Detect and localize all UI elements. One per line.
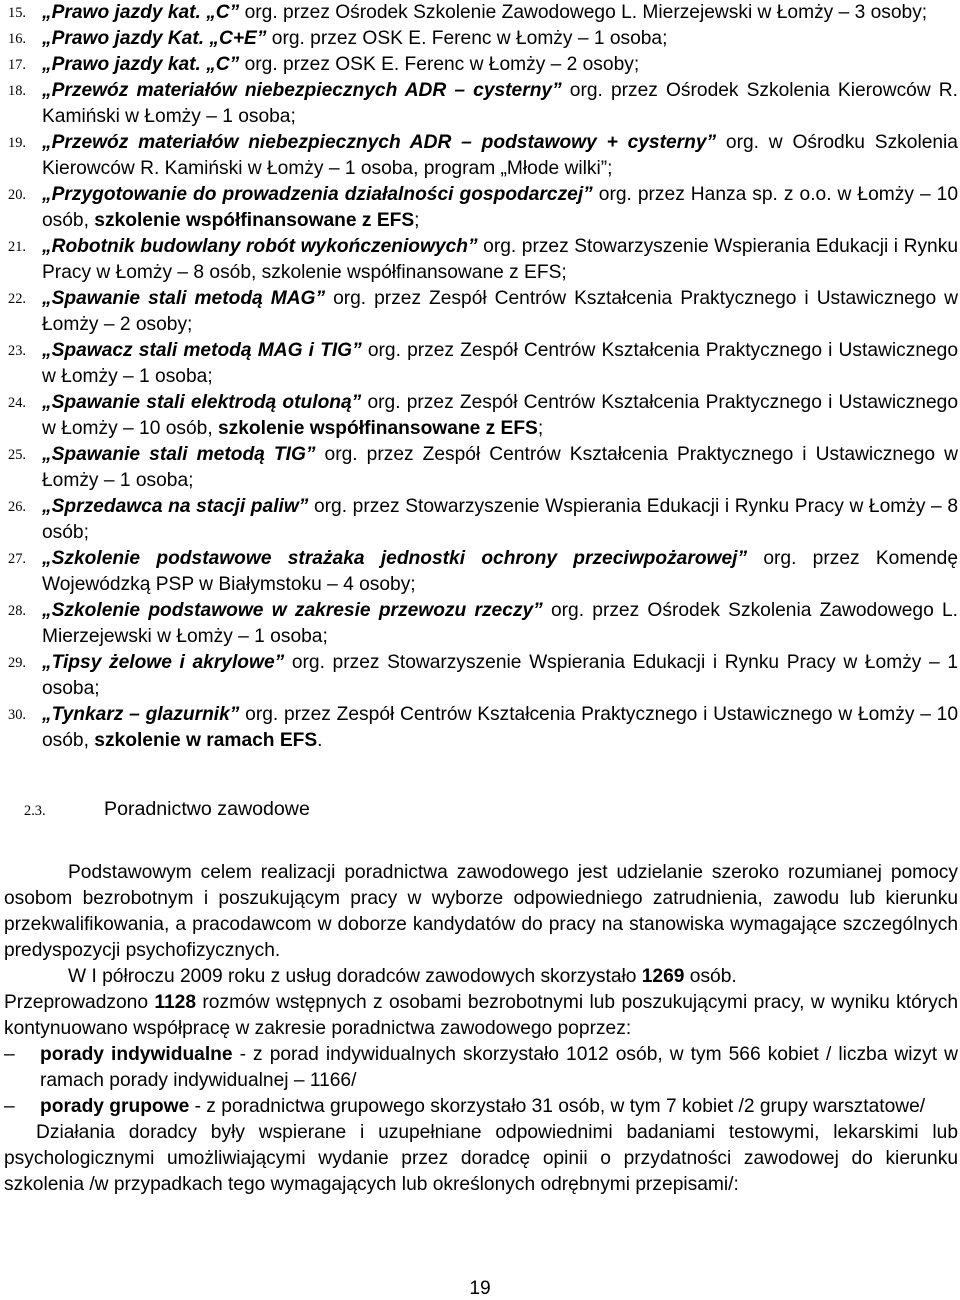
- list-item-text: „Szkolenie podstawowe strażaka jednostki ochrony przeciwpożarowej” org. przez Komendę Wojewódzką PSP w Białymstoku – 4 osoby;: [42, 548, 958, 595]
- course-title: „Robotnik budowlany robót wykończeniowych”: [42, 236, 478, 257]
- list-item-text: „Tynkarz – glazurnik” org. przez Zespół Centrów Kształcenia Praktycznego i Ustawicznego w Łomży – 10 osób, szkolenie w ramach EFS.: [42, 704, 958, 751]
- list-item: [8, 182, 958, 234]
- list-item-number: 16.: [8, 31, 26, 47]
- course-title: „Przygotowanie do prowadzenia działalności gospodarczej”: [42, 184, 593, 205]
- course-title: „Prawo jazdy kat. „C”: [42, 54, 240, 75]
- list-item: [8, 338, 958, 390]
- course-title: „Prawo jazdy kat. „C”: [42, 2, 240, 23]
- list-item-number: 26.: [8, 499, 26, 515]
- list-item-text: „Sprzedawca na stacji paliw” org. przez Stowarzyszenie Wspierania Edukacji i Rynku Pracy w Łomży – 8 osób;: [42, 496, 958, 543]
- list-item: [8, 52, 958, 78]
- course-title: „Spawanie stali elektrodą otuloną”: [42, 392, 362, 413]
- dash-bullet: –: [4, 1096, 15, 1117]
- list-item-text: „Prawo jazdy kat. „C” org. przez OSK E. Ferenc w Łomży – 2 osoby;: [42, 54, 640, 75]
- list-item-number: 29.: [8, 655, 26, 671]
- course-title: „Przewóz materiałów niebezpiecznych ADR – cysterny”: [42, 80, 562, 101]
- bullet-individual: – porady indywidualne - z porad indywidualnych skorzystało 1012 osób, w tym 566 kobiet / liczba wizyt w ramach porady indywidualnej – 1166/: [4, 1044, 958, 1091]
- paragraph-4: Działania doradcy były wspierane i uzupełniane odpowiednimi badaniami testowymi, lekarskimi lub psychologicznymi umożliwiającymi wydanie przez doradcę opinii o przydatności zawodowej do kierunku szkolenia /w przypadkach tego wymagających lub określonych odrębnymi przepisami/:: [4, 1122, 958, 1195]
- list-item-text: „Przygotowanie do prowadzenia działalności gospodarczej” org. przez Hanza sp. z o.o. w Łomży – 10 osób, szkolenie współfinansowane z EFS;: [42, 184, 958, 231]
- list-item: [8, 650, 958, 702]
- list-item-text: „Spawanie stali metodą TIG” org. przez Zespół Centrów Kształcenia Praktycznego i Ustawicznego w Łomży – 1 osoba;: [42, 444, 958, 491]
- list-item-number: 23.: [8, 343, 26, 359]
- training-list: [8, 0, 958, 754]
- list-item-number: 19.: [8, 135, 26, 151]
- list-item: [8, 26, 958, 52]
- list-item-number: 15.: [8, 5, 26, 21]
- course-title: „Spawacz stali metodą MAG i TIG”: [42, 340, 362, 361]
- list-item-number: 28.: [8, 603, 26, 619]
- course-title: „Szkolenie podstawowe w zakresie przewozu rzeczy”: [42, 600, 543, 621]
- section-heading: [24, 798, 310, 821]
- list-item-text: „Robotnik budowlany robót wykończeniowych” org. przez Stowarzyszenie Wspierania Edukacji i Rynku Pracy w Łomży – 8 osób, szkolenie współfinansowane z EFS;: [42, 236, 958, 283]
- course-title: „Prawo jazdy Kat. „C+E”: [42, 28, 267, 49]
- list-item-number: 24.: [8, 395, 26, 411]
- list-item: [8, 598, 958, 650]
- list-item-number: 27.: [8, 551, 26, 567]
- list-item-number: 25.: [8, 447, 26, 463]
- list-item-text: „Przewóz materiałów niebezpiecznych ADR – podstawowy + cysterny” org. w Ośrodku Szkolenia Kierowców R. Kamiński w Łomży – 1 osoba, program „Młode wilki”;: [42, 132, 958, 179]
- list-item: [8, 442, 958, 494]
- list-item: [8, 286, 958, 338]
- list-item: [8, 234, 958, 286]
- list-item-number: 30.: [8, 707, 26, 723]
- course-title: „Sprzedawca na stacji paliw”: [42, 496, 309, 517]
- page-number: 19: [469, 1278, 491, 1299]
- list-item-number: 22.: [8, 291, 26, 307]
- list-item-text: „Prawo jazdy Kat. „C+E” org. przez OSK E. Ferenc w Łomży – 1 osoba;: [42, 28, 668, 49]
- list-item-text: „Spawanie stali elektrodą otuloną” org. przez Zespół Centrów Kształcenia Praktycznego i Ustawicznego w Łomży – 10 osób, szkolenie współfinansowane z EFS;: [42, 392, 958, 439]
- list-item: [8, 494, 958, 546]
- list-item: [8, 0, 958, 26]
- section-number: 2.3.: [24, 803, 46, 819]
- section-body: [4, 860, 958, 1198]
- list-item-number: 17.: [8, 57, 26, 73]
- list-item-text: „Spawanie stali metodą MAG” org. przez Zespół Centrów Kształcenia Praktycznego i Ustawicznego w Łomży – 2 osoby;: [42, 288, 958, 335]
- list-item: [8, 78, 958, 130]
- list-item-text: „Przewóz materiałów niebezpiecznych ADR – cysterny” org. przez Ośrodek Szkolenia Kierowców R. Kamiński w Łomży – 1 osoba;: [42, 80, 958, 127]
- course-title: „Spawanie stali metodą TIG”: [42, 444, 316, 465]
- list-item-text: „Szkolenie podstawowe w zakresie przewozu rzeczy” org. przez Ośrodek Szkolenia Zawodowego L. Mierzejewski w Łomży – 1 osoba;: [42, 600, 958, 647]
- paragraph-3: Przeprowadzono 1128 rozmów wstępnych z osobami bezrobotnymi lub poszukującymi pracy, w wyniku których kontynuowano współpracę w zakresie poradnictwa zawodowego poprzez:: [4, 992, 959, 1039]
- list-item-text: „Prawo jazdy kat. „C” org. przez Ośrodek Szkolenie Zawodowego L. Mierzejewski w Łomży – 3 osoby;: [42, 2, 928, 23]
- course-title: „Tynkarz – glazurnik”: [42, 704, 240, 725]
- course-title: „Spawanie stali metodą MAG”: [42, 288, 326, 309]
- course-title: „Tipsy żelowe i akrylowe”: [42, 652, 285, 673]
- list-item-text: „Tipsy żelowe i akrylowe” org. przez Stowarzyszenie Wspierania Edukacji i Rynku Pracy w Łomży – 1 osoba;: [42, 652, 958, 699]
- list-item: [8, 702, 958, 754]
- list-item: [8, 130, 958, 182]
- list-item-number: 21.: [8, 239, 26, 255]
- list-item: [8, 390, 958, 442]
- list-item: [8, 546, 958, 598]
- paragraph-2: W I półroczu 2009 roku z usług doradców zawodowych skorzystało 1269 osób.: [68, 966, 737, 987]
- dash-bullet: –: [4, 1044, 15, 1065]
- bullet-group: – porady grupowe - z poradnictwa grupowego skorzystało 31 osób, w tym 7 kobiet /2 grupy warsztatowe/: [4, 1094, 958, 1120]
- section-title: Poradnictwo zawodowe: [104, 798, 310, 820]
- course-title: „Przewóz materiałów niebezpiecznych ADR – podstawowy + cysterny”: [42, 132, 717, 153]
- course-title: „Szkolenie podstawowe strażaka jednostki ochrony przeciwpożarowej”: [42, 548, 748, 569]
- list-item-number: 18.: [8, 83, 26, 99]
- list-item-text: „Spawacz stali metodą MAG i TIG” org. przez Zespół Centrów Kształcenia Praktycznego i Ustawicznego w Łomży – 1 osoba;: [42, 340, 959, 387]
- paragraph-1: Podstawowym celem realizacji poradnictwa zawodowego jest udzielanie szeroko rozumianej pomocy osobom bezrobotnym i poszukującym pracy w wyborze odpowiedniego zatrudnienia, zawodu lub kierunku przekwalifikowania, a pracodawcom w doborze kandydatów do pracy na stanowiska wymagające szczególnych predyspozycji psychofizycznych.: [4, 862, 958, 961]
- list-item-number: 20.: [8, 187, 26, 203]
